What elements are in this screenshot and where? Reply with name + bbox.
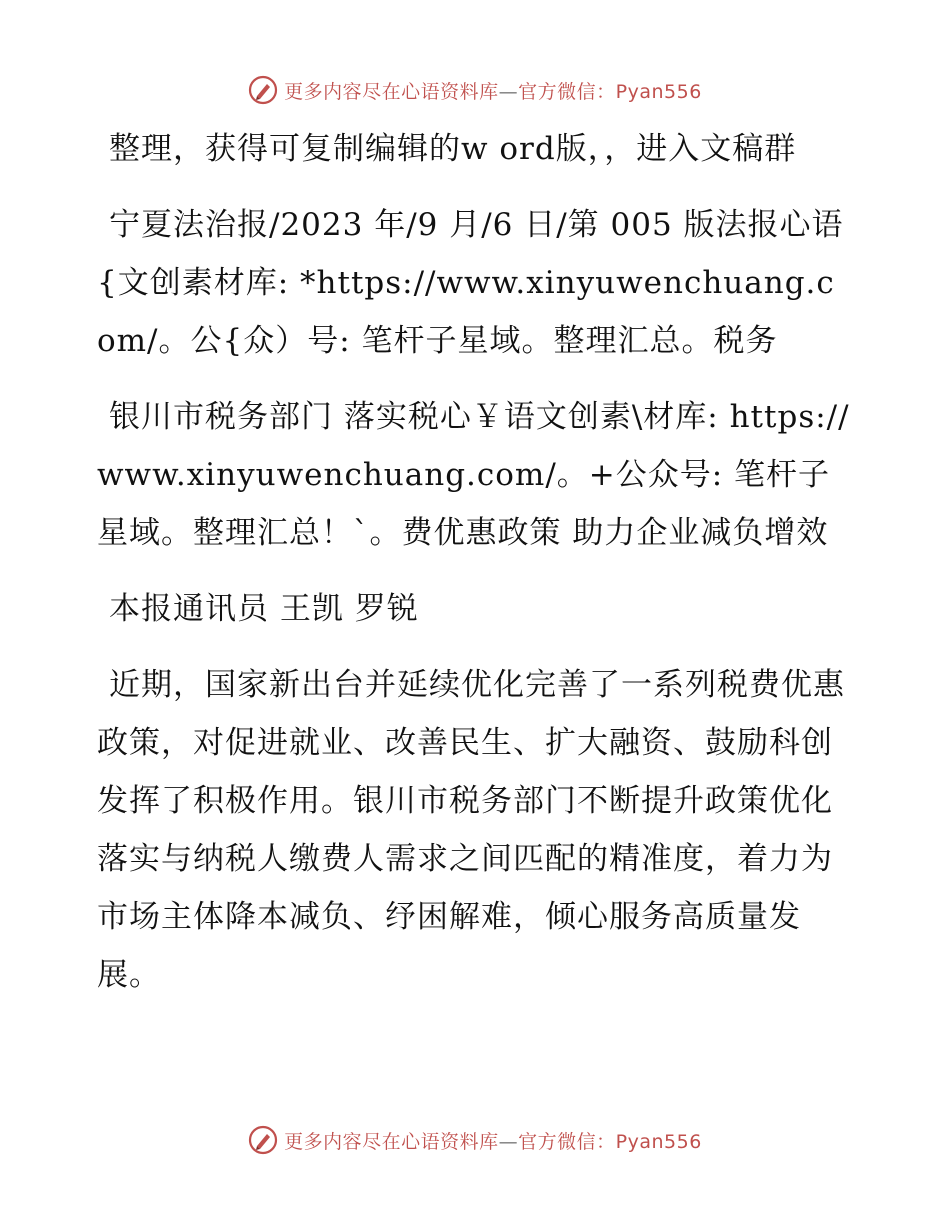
pen-logo-icon bbox=[248, 75, 278, 105]
paragraph-intro: 整理，获得可复制编辑的w ord版，，进入文稿群 bbox=[109, 131, 797, 167]
header-banner-text: 更多内容尽在心语资料库—官方微信：Pyan556 bbox=[284, 80, 702, 103]
document-body bbox=[97, 120, 852, 1022]
paragraph-source: 宁夏法治报/2023 年/9 月/6 日/第 005 版法报心语{文创素材库: *https://www.xinyuwenchuang.com/。公{众）号: 笔杆子星域。整理汇总。税务 bbox=[97, 207, 844, 359]
pen-logo-icon bbox=[248, 1125, 278, 1155]
paragraph-headline: 银川市税务部门 落实税心￥语文创素\材库: https://www.xinyuwenchuang.com/。+公众号: 笔杆子星域。整理汇总！`。费优惠政策 助力企业减负增效 bbox=[97, 399, 850, 551]
paragraph-lead: 近期，国家新出台并延续优化完善了一系列税费优惠政策，对促进就业、改善民生、扩大融资、鼓励科创发挥了积极作用。银川市税务部门不断提升政策优化落实与纳税人缴费人需求之间匹配的精准度，着力为市场主体降本减负、纾困解难，倾心服务高质量发展。 bbox=[97, 667, 845, 993]
paragraph-byline: 本报通讯员 王凯 罗锐 bbox=[109, 591, 419, 627]
footer-banner-text: 更多内容尽在心语资料库—官方微信：Pyan556 bbox=[284, 1130, 702, 1153]
header-banner bbox=[0, 70, 950, 110]
footer-banner bbox=[0, 1120, 950, 1160]
